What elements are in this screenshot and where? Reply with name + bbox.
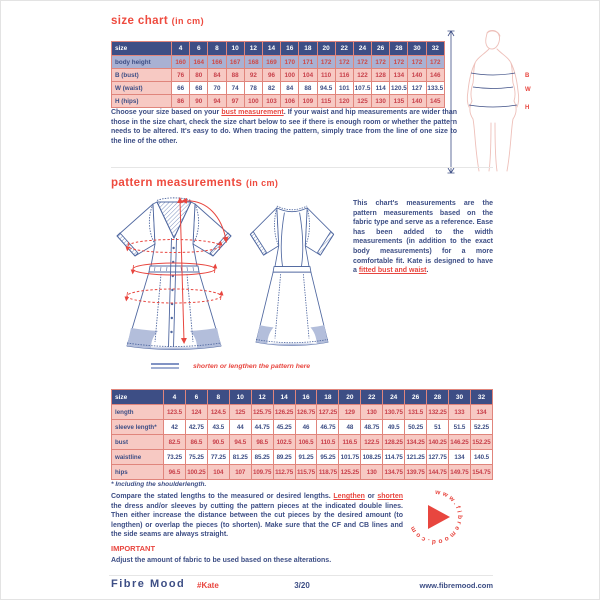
value-cell: 126.25 [273,405,295,420]
row-label: waistline [112,450,164,465]
value-cell: 90 [190,95,208,108]
value-cell: 131.5 [405,405,427,420]
value-cell: 146.25 [448,435,470,450]
emphasis-red: fitted bust and waist [358,267,427,275]
value-cell: 118.75 [317,465,339,480]
value-cell: 112.75 [273,465,295,480]
emphasis-red: bust measurement [221,109,284,116]
value-cell: 102.5 [273,435,295,450]
size-column-header: 22 [361,390,383,405]
value-cell: 149.75 [448,465,470,480]
value-cell: 77.25 [207,450,229,465]
value-cell: 95.25 [317,450,339,465]
size-chart-title-text: size chart [111,15,169,27]
value-cell: 140.5 [470,450,492,465]
value-cell: 166 [208,56,226,69]
size-column-header: 12 [251,390,273,405]
size-chart-unit: (in cm) [171,16,204,26]
text-segment: the dress and/or sleeves by cutting the pattern pieces at the indicated double lines. Then either increase the distance between the cut pieces by the desired amount (to lengthen) or overlap the pieces (to shorten). Make sure that the CF and CB lines and the side seams are always straight. [111,502,403,539]
value-cell: 107 [229,465,251,480]
value-cell: 73.25 [164,450,186,465]
table-row [112,405,493,420]
value-cell: 70 [208,82,226,95]
value-cell: 167 [226,56,244,69]
size-column-header: 12 [244,42,262,56]
value-cell: 125.75 [251,405,273,420]
value-cell: 122 [353,69,371,82]
value-cell: 172 [353,56,371,69]
value-cell: 96.5 [164,465,186,480]
value-cell: 126.75 [295,405,317,420]
value-cell: 100.25 [185,465,207,480]
footer-divider [109,575,493,576]
pattern-measurements-title-text: pattern measurements [111,177,243,189]
value-cell: 85.25 [251,450,273,465]
legend-text: shorten or lengthen the pattern here [193,362,311,370]
value-cell: 46 [295,420,317,435]
text-segment: Compare the stated lengths to the measured or desired lengths. [111,493,334,500]
value-cell: 134.25 [405,435,427,450]
size-column-header: 6 [190,42,208,56]
back-dress-illustration [239,192,345,360]
size-header-label: size [112,390,164,405]
row-label: sleeve length* [112,420,164,435]
value-cell: 146 [426,69,444,82]
intro-paragraph [111,108,457,146]
table-row [112,450,493,465]
value-cell: 84 [281,82,299,95]
value-cell: 81.25 [229,450,251,465]
text-segment: Choose your size based on your [111,109,222,116]
table-footnote: * Including the shoulderlength. [111,481,207,488]
value-cell: 48 [339,420,361,435]
body-figure-icon [445,27,537,177]
value-cell: 152.25 [470,435,492,450]
size-column-header: 6 [185,390,207,405]
size-column-header: 24 [383,390,405,405]
value-cell: 43.5 [207,420,229,435]
row-label: H (hips) [112,95,172,108]
value-cell: 109 [299,95,317,108]
value-cell: 134.75 [383,465,405,480]
value-cell: 98.5 [251,435,273,450]
brand-logo: Fibre Mood [111,578,186,590]
lengthen-legend [151,362,310,370]
value-cell: 51 [427,420,449,435]
page-number: 3/20 [294,581,310,590]
value-cell: 172 [408,56,426,69]
value-cell: 106.5 [295,435,317,450]
size-chart-table [111,41,445,108]
value-cell: 123.5 [164,405,186,420]
value-cell: 49.5 [383,420,405,435]
table-row [112,95,445,108]
value-cell: 125 [229,405,251,420]
value-cell: 130 [361,405,383,420]
value-cell: 125.25 [339,465,361,480]
value-cell: 164 [190,56,208,69]
value-cell: 46.75 [317,420,339,435]
value-cell: 168 [244,56,262,69]
value-cell: 74 [226,82,244,95]
value-cell: 114 [372,82,390,95]
text-segment: or [364,493,378,500]
section-divider [111,167,493,168]
size-column-header: 28 [427,390,449,405]
value-cell: 88 [299,82,317,95]
fibremood-stamp [403,485,467,549]
value-cell: 172 [335,56,353,69]
value-cell: 172 [390,56,408,69]
table-row [112,82,445,95]
value-cell: 129 [339,405,361,420]
value-cell: 101 [335,82,353,95]
value-cell: 100 [244,95,262,108]
row-label: hips [112,465,164,480]
text-segment: This chart's measurements are the pattern measurements based on the fabric type and serve as a reference. Ease has been added to the width measurements (in addition to the exact body measurements) for a more comfortable fit. Kate is designed to have a [353,200,493,275]
website-link[interactable]: www.fibremood.com [419,581,493,590]
value-cell: 100 [281,69,299,82]
value-cell: 172 [372,56,390,69]
size-column-header: 18 [299,42,317,56]
size-column-header: 26 [372,42,390,56]
value-cell: 94 [208,95,226,108]
value-cell: 110 [317,69,335,82]
table-row [112,465,493,480]
value-cell: 101.75 [339,450,361,465]
play-triangle-icon [428,505,450,529]
size-column-header: 14 [262,42,280,56]
size-column-header: 32 [470,390,492,405]
table-row [112,420,493,435]
size-column-header: 10 [226,42,244,56]
value-cell: 42.75 [185,420,207,435]
size-column-header: 18 [317,390,339,405]
value-cell: 154.75 [470,465,492,480]
double-line-icon [151,362,179,370]
row-label: body height [112,56,172,69]
size-column-header: 4 [172,42,190,56]
stamp-circular-text: www.fibremood.com [408,488,464,546]
value-cell: 124 [185,405,207,420]
size-column-header: 20 [317,42,335,56]
pattern-hashtag: #Kate [197,581,219,590]
size-column-header: 30 [408,42,426,56]
value-cell: 76 [172,69,190,82]
value-cell: 94.5 [317,82,335,95]
value-cell: 130 [372,95,390,108]
value-cell: 103 [262,95,280,108]
text-segment: . If your waist and hip measurements are wider than those in the size chart, check the size chart below to see if there is enough room or whether the pattern needs to be altered. It's easy to do. When tracing the pattern, simply trace from the line of one size to the line of the other. [111,109,457,145]
value-cell: 82.5 [164,435,186,450]
value-cell: 88 [226,69,244,82]
size-column-header: 32 [426,42,444,56]
value-cell: 84 [208,69,226,82]
value-cell: 68 [190,82,208,95]
figure-label-hips: H [525,105,530,111]
header-row [112,42,445,56]
compare-paragraph [111,492,403,540]
size-column-header: 8 [207,390,229,405]
value-cell: 160 [172,56,190,69]
size-chart-title [111,15,204,27]
front-dress-illustration [107,192,239,360]
value-cell: 52.25 [470,420,492,435]
row-label: W (waist) [112,82,172,95]
value-cell: 66 [172,82,190,95]
value-cell: 128.25 [383,435,405,450]
size-header-label: size [112,42,172,56]
value-cell: 171 [299,56,317,69]
value-cell: 104 [207,465,229,480]
size-column-header: 10 [229,390,251,405]
value-cell: 133.5 [426,82,444,95]
value-cell: 130.75 [383,405,405,420]
value-cell: 90.5 [207,435,229,450]
value-cell: 44 [229,420,251,435]
value-cell: 89.25 [273,450,295,465]
size-column-header: 20 [339,390,361,405]
size-column-header: 26 [405,390,427,405]
row-label: bust [112,435,164,450]
value-cell: 172 [426,56,444,69]
value-cell: 110.5 [317,435,339,450]
value-cell: 78 [244,82,262,95]
size-column-header: 8 [208,42,226,56]
value-cell: 120.5 [390,82,408,95]
value-cell: 140 [408,69,426,82]
important-text: Adjust the amount of fabric to be used based on these alterations. [111,557,332,564]
value-cell: 51.5 [448,420,470,435]
value-cell: 94.5 [229,435,251,450]
emphasis-red: Lengthen [333,493,365,500]
value-cell: 145 [426,95,444,108]
value-cell: 107.5 [353,82,371,95]
pattern-measurements-title [111,177,278,189]
value-cell: 134 [448,450,470,465]
value-cell: 133 [448,405,470,420]
value-cell: 130 [361,465,383,480]
size-column-header: 16 [295,390,317,405]
value-cell: 127.75 [427,450,449,465]
value-cell: 127 [408,82,426,95]
value-cell: 132.25 [427,405,449,420]
value-cell: 80 [190,69,208,82]
row-label: B (bust) [112,69,172,82]
size-column-header: 4 [164,390,186,405]
size-column-header: 14 [273,390,295,405]
value-cell: 114.75 [383,450,405,465]
value-cell: 139.75 [405,465,427,480]
table-row [112,69,445,82]
value-cell: 109.75 [251,465,273,480]
value-cell: 97 [226,95,244,108]
value-cell: 169 [262,56,280,69]
figure-label-bust: B [525,73,530,79]
value-cell: 75.25 [185,450,207,465]
emphasis-red: shorten [377,493,404,500]
value-cell: 42 [164,420,186,435]
value-cell: 120 [335,95,353,108]
size-column-header: 28 [390,42,408,56]
value-cell: 125 [353,95,371,108]
header-row [112,390,493,405]
value-cell: 144.75 [427,465,449,480]
value-cell: 48.75 [361,420,383,435]
value-cell: 115 [317,95,335,108]
value-cell: 92 [244,69,262,82]
value-cell: 172 [317,56,335,69]
value-cell: 140.25 [427,435,449,450]
value-cell: 108.25 [361,450,383,465]
size-column-header: 30 [448,390,470,405]
size-column-header: 24 [353,42,371,56]
value-cell: 134 [470,405,492,420]
size-column-header: 22 [335,42,353,56]
table-row [112,435,493,450]
value-cell: 134 [390,69,408,82]
pattern-measurements-table [111,389,493,480]
value-cell: 135 [390,95,408,108]
value-cell: 140 [408,95,426,108]
value-cell: 127.25 [317,405,339,420]
value-cell: 116.5 [339,435,361,450]
value-cell: 104 [299,69,317,82]
value-cell: 45.25 [273,420,295,435]
pattern-measurements-unit: (in cm) [245,178,279,188]
value-cell: 96 [262,69,280,82]
value-cell: 122.5 [361,435,383,450]
figure-label-waist: W [525,87,531,93]
value-cell: 86.5 [185,435,207,450]
value-cell: 82 [262,82,280,95]
important-label: IMPORTANT [111,544,156,553]
value-cell: 115.75 [295,465,317,480]
value-cell: 121.25 [405,450,427,465]
value-cell: 106 [281,95,299,108]
value-cell: 91.25 [295,450,317,465]
value-cell: 128 [372,69,390,82]
size-column-header: 16 [281,42,299,56]
value-cell: 50.25 [405,420,427,435]
row-label: length [112,405,164,420]
pattern-note-paragraph [353,199,493,276]
value-cell: 116 [335,69,353,82]
value-cell: 44.75 [251,420,273,435]
table-row [112,56,445,69]
value-cell: 170 [281,56,299,69]
text-segment: . [426,267,429,275]
value-cell: 86 [172,95,190,108]
value-cell: 124.5 [207,405,229,420]
